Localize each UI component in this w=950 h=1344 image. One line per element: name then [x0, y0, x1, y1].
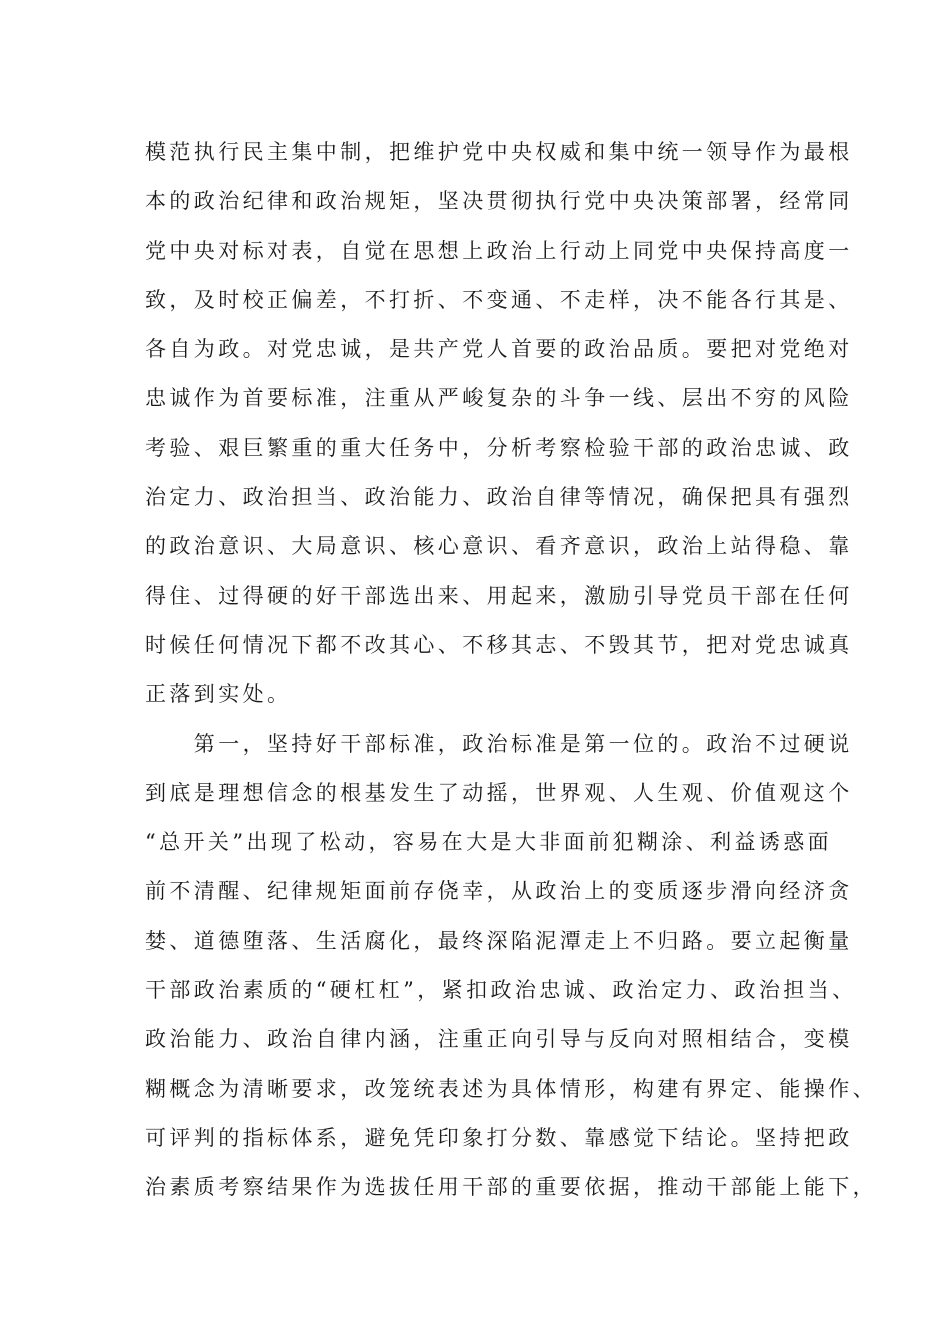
text-line: 得住、过得硬的好干部选出来、用起来，激励引导党员干部在任何: [145, 583, 853, 608]
text-line: 忠诚作为首要标准，注重从严峻复杂的斗争一线、层出不穷的风险: [145, 386, 853, 411]
text-line: 第一，坚持好干部标准，政治标准是第一位的。政治不过硬说: [145, 731, 853, 756]
text-line: 糊概念为清晰要求，改笼统表述为具体情形，构建有界定、能操作、: [145, 1076, 877, 1101]
text-line: “总开关”出现了松动，容易在大是大非面前犯糊涂、利益诱惑面: [145, 830, 833, 855]
text-line: 前不清醒、纪律规矩面前存侥幸，从政治上的变质逐步滑向经济贪: [145, 879, 853, 904]
text-line: 治素质考察结果作为选拔任用干部的重要依据，推动干部能上能下，: [145, 1175, 877, 1200]
text-line: 政治能力、政治自律内涵，注重正向引导与反向对照相结合，变模: [145, 1027, 853, 1052]
text-line: 致，及时校正偏差，不打折、不变通、不走样，决不能各行其是、: [145, 287, 853, 312]
text-line: 本的政治纪律和政治规矩，坚决贯彻执行党中央决策部署，经常同: [145, 189, 853, 214]
body-text: [145, 133, 877, 1218]
text-line: 时候任何情况下都不改其心、不移其志、不毁其节，把对党忠诚真: [145, 632, 853, 657]
text-line: 党中央对标对表，自觉在思想上政治上行动上同党中央保持高度一: [145, 238, 853, 263]
text-line: 考验、艰巨繁重的重大任务中，分析考察检验干部的政治忠诚、政: [145, 435, 853, 460]
text-line: 的政治意识、大局意识、核心意识、看齐意识，政治上站得稳、靠: [145, 534, 853, 559]
text-line: 婪、道德堕落、生活腐化，最终深陷泥潭走上不归路。要立起衡量: [145, 928, 853, 953]
text-line: 到底是理想信念的根基发生了动摇，世界观、人生观、价值观这个: [145, 780, 853, 805]
text-line: 可评判的指标体系，避免凭印象打分数、靠感觉下结论。坚持把政: [145, 1125, 853, 1150]
text-line: 正落到实处。: [145, 682, 292, 707]
text-line: 干部政治素质的“硬杠杠”，紧扣政治忠诚、政治定力、政治担当、: [145, 978, 857, 1003]
text-line: 模范执行民主集中制，把维护党中央权威和集中统一领导作为最根: [145, 140, 853, 164]
text-line: 治定力、政治担当、政治能力、政治自律等情况，确保把具有强烈: [145, 485, 853, 510]
text-line: 各自为政。对党忠诚，是共产党人首要的政治品质。要把对党绝对: [145, 337, 853, 362]
